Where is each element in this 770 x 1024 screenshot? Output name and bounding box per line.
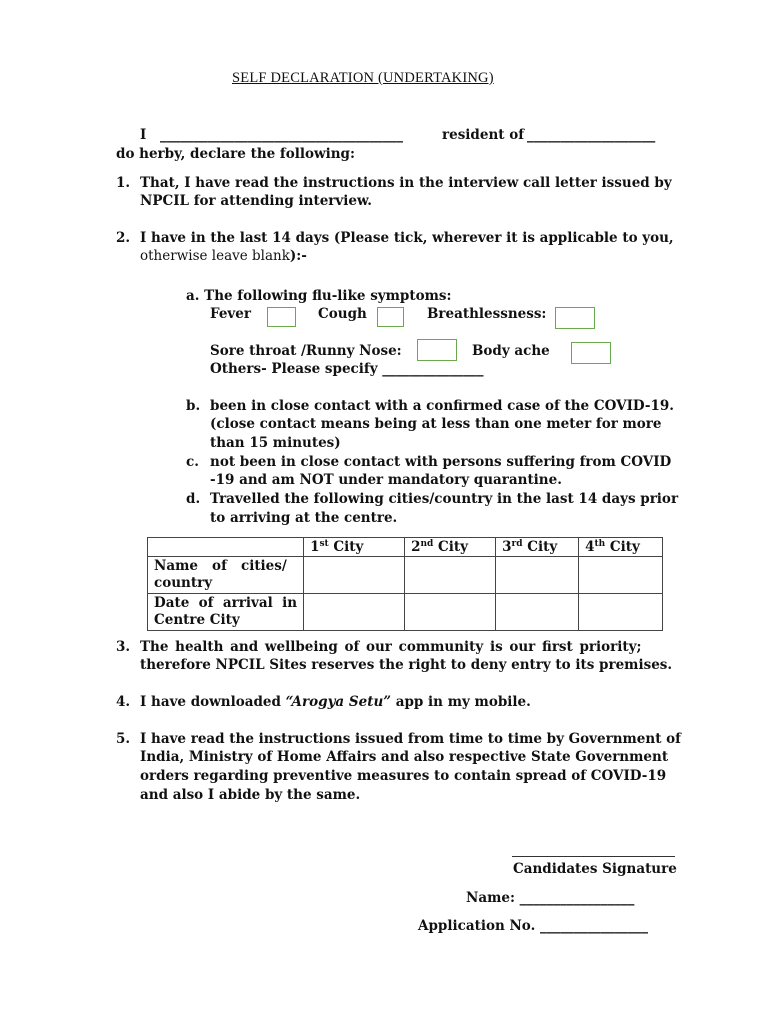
body-ache-label: Body ache — [472, 343, 550, 359]
sub-item-b-line-1: been in close contact with a confirmed case of the COVID-19. — [210, 398, 674, 414]
table-row — [148, 594, 663, 631]
travel-cities-table — [147, 537, 663, 631]
breathlessness-checkbox[interactable] — [555, 307, 595, 329]
item-3-line-1: The health and wellbeing of our community is our first priority; — [140, 639, 642, 655]
table-header-cell — [496, 538, 579, 557]
table-cell-input[interactable] — [304, 594, 405, 631]
table-header-cell — [579, 538, 663, 557]
table-cell-input[interactable] — [496, 557, 579, 594]
table-cell-input[interactable] — [405, 594, 496, 631]
item-3-number: 3. — [116, 639, 131, 655]
row-1-label-2: country — [154, 575, 213, 591]
item-4-post: app in my mobile. — [391, 694, 531, 710]
item-1-line-2: NPCIL for attending interview. — [140, 193, 372, 209]
header-4-n: 4 — [585, 539, 595, 555]
row-2-label-1: Date of arrival in — [154, 595, 298, 611]
item-1-line-1: That, I have read the instructions in the interview call letter issued by — [140, 175, 672, 191]
table-header-row — [148, 538, 663, 557]
row-1-label-1: Name of cities/ — [154, 558, 287, 574]
body-ache-checkbox[interactable] — [571, 342, 611, 364]
application-no-field[interactable]: Application No. ________________ — [418, 918, 648, 934]
name-field[interactable]: Name: _________________ — [466, 890, 635, 906]
header-2-sup: nd — [420, 539, 434, 549]
header-3-sup: rd — [511, 539, 523, 549]
fever-checkbox[interactable] — [267, 307, 296, 327]
residence-blank[interactable]: ___________________ — [527, 127, 656, 143]
declare-line: do herby, declare the following: — [116, 146, 355, 162]
sore-throat-label: Sore throat /Runny Nose: — [210, 343, 402, 359]
item-4-line — [140, 694, 531, 710]
sub-item-b-line-2: (close contact means being at less than one meter for more — [210, 416, 662, 432]
sub-item-b-line-3: than 15 minutes) — [210, 435, 341, 451]
table-row — [148, 557, 663, 594]
row-label-cities — [148, 557, 304, 594]
sub-item-d-line-1: Travelled the following cities/country in the last 14 days prior — [210, 491, 679, 507]
breathlessness-label: Breathlessness: — [427, 306, 547, 322]
table-cell-input[interactable] — [405, 557, 496, 594]
table-cell-input[interactable] — [496, 594, 579, 631]
sore-throat-checkbox[interactable] — [417, 339, 457, 361]
header-1-n: 1 — [310, 539, 320, 555]
item-4-pre: I have downloaded — [140, 694, 286, 710]
table-cell-input[interactable] — [579, 557, 663, 594]
item-2-number: 2. — [116, 230, 131, 246]
row-label-arrival — [148, 594, 304, 631]
signature-line[interactable] — [512, 856, 675, 857]
item-2-line-1: I have in the last 14 days (Please tick, wherever it is applicable to you, — [140, 230, 674, 246]
header-1-sup: st — [319, 539, 329, 549]
symptoms-label: a. The following flu-like symptoms: — [186, 288, 452, 304]
header-4-rest: City — [605, 539, 640, 555]
sub-item-c-letter: c. — [186, 454, 199, 470]
item-2-line-2 — [140, 248, 307, 264]
table-cell-input[interactable] — [579, 594, 663, 631]
item-5-line-1: I have read the instructions issued from time to time by Government of — [140, 731, 681, 747]
header-3-n: 3 — [502, 539, 512, 555]
resident-of-label: resident of — [442, 127, 525, 143]
table-cell-input[interactable] — [304, 557, 405, 594]
item-5-line-2: India, Ministry of Home Affairs and also respective State Government — [140, 749, 669, 765]
sub-item-c-line-1: not been in close contact with persons suffering from COVID — [210, 454, 672, 470]
row-2-label-2: Centre City — [154, 612, 240, 628]
sub-item-b-letter: b. — [186, 398, 201, 414]
item-3-line-2: therefore NPCIL Sites reserves the right to deny entry to its premises. — [140, 657, 673, 673]
sub-item-d-letter: d. — [186, 491, 201, 507]
header-4-sup: th — [594, 539, 606, 549]
signature-label: Candidates Signature — [513, 861, 677, 877]
item-2-line-2-text: otherwise leave blank — [140, 248, 290, 264]
item-5-line-4: and also I abide by the same. — [140, 787, 361, 803]
fever-label: Fever — [210, 306, 251, 322]
cough-checkbox[interactable] — [377, 307, 404, 327]
app-name: “Arogya Setu” — [285, 694, 392, 710]
table-header-cell — [405, 538, 496, 557]
header-2-n: 2 — [411, 539, 421, 555]
header-1-rest: City — [328, 539, 364, 555]
sub-item-d-line-2: to arriving at the centre. — [210, 510, 398, 526]
name-blank[interactable]: ____________________________________ — [160, 127, 403, 143]
item-2-line-2-tail: ):- — [289, 248, 307, 264]
header-2-rest: City — [433, 539, 468, 555]
item-4-number: 4. — [116, 694, 131, 710]
item-1-number: 1. — [116, 175, 131, 191]
table-header-cell — [304, 538, 405, 557]
page-title: SELF DECLARATION (UNDERTAKING) — [232, 70, 494, 86]
item-5-line-3: orders regarding preventive measures to contain spread of COVID-19 — [140, 768, 667, 784]
header-3-rest: City — [522, 539, 558, 555]
others-specify: Others- Please specify _______________ — [210, 361, 484, 377]
cough-label: Cough — [318, 306, 367, 322]
intro-i: I — [140, 127, 147, 143]
table-corner-cell — [148, 538, 304, 557]
sub-item-c-line-2: -19 and am NOT under mandatory quarantine. — [210, 472, 562, 488]
item-5-number: 5. — [116, 731, 131, 747]
